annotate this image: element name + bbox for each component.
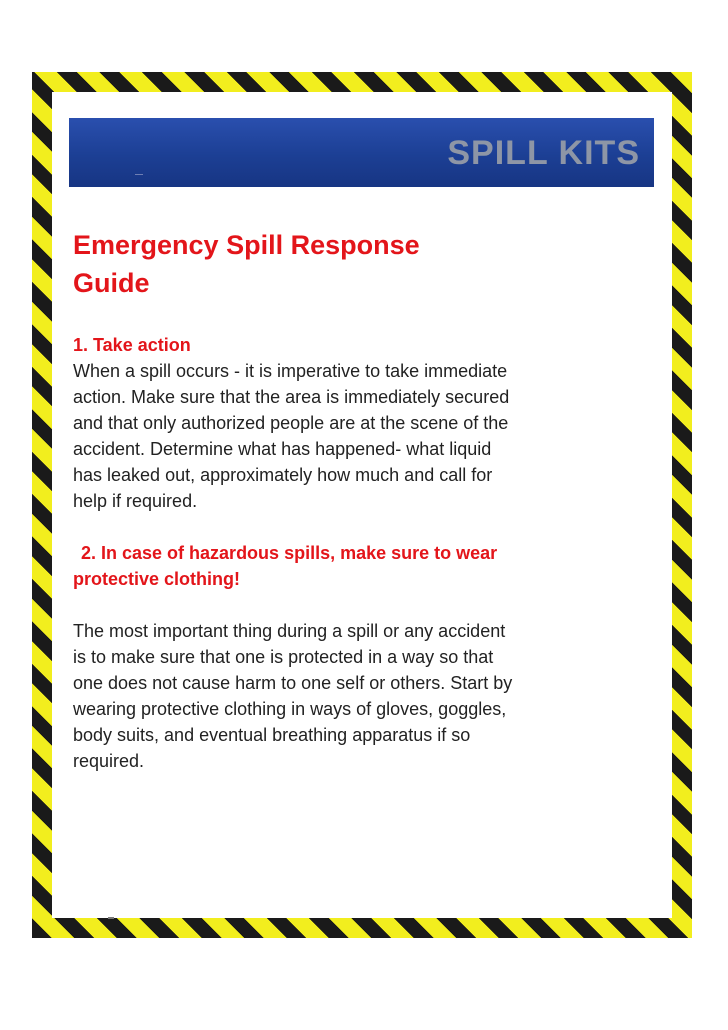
body-line: has leaked out, approximately how much and call for <box>73 465 493 485</box>
section-heading-protective-clothing <box>73 540 628 592</box>
body-line: one does not cause harm to one self or others. Start by <box>73 673 513 693</box>
body-line: and that only authorized people are at the scene of the <box>73 413 509 433</box>
banner-title: SPILL KITS <box>447 134 640 172</box>
body-line: When a spill occurs - it is imperative to take immediate <box>73 361 508 381</box>
spill-kits-banner <box>69 118 654 187</box>
body-line: body suits, and eventual breathing apparatus if so <box>73 725 471 745</box>
body-line: required. <box>73 751 145 771</box>
document-title-line-2: Guide <box>73 268 150 298</box>
body-line: wearing protective clothing in ways of gloves, goggles, <box>73 699 507 719</box>
body-line: help if required. <box>73 491 198 511</box>
document-title <box>73 226 628 302</box>
document-title-line-1: Emergency Spill Response <box>73 230 420 260</box>
corner-mark <box>108 917 114 919</box>
section-body-take-action <box>73 358 628 514</box>
heading-line: 2. In case of hazardous spills, make sure to wear <box>81 543 498 563</box>
section-take-action <box>73 332 628 514</box>
heading-line: protective clothing! <box>73 569 241 589</box>
section-heading-take-action: 1. Take action <box>73 335 191 355</box>
body-line: accident. Determine what has happened- what liquid <box>73 439 492 459</box>
section-protective-clothing <box>73 540 628 774</box>
banner-mark <box>135 174 143 175</box>
body-line: The most important thing during a spill or any accident <box>73 621 506 641</box>
guide-content <box>73 226 628 774</box>
body-line: action. Make sure that the area is immediately secured <box>73 387 510 407</box>
section-body-protective-clothing <box>73 618 628 774</box>
body-line: is to make sure that one is protected in a way so that <box>73 647 494 667</box>
